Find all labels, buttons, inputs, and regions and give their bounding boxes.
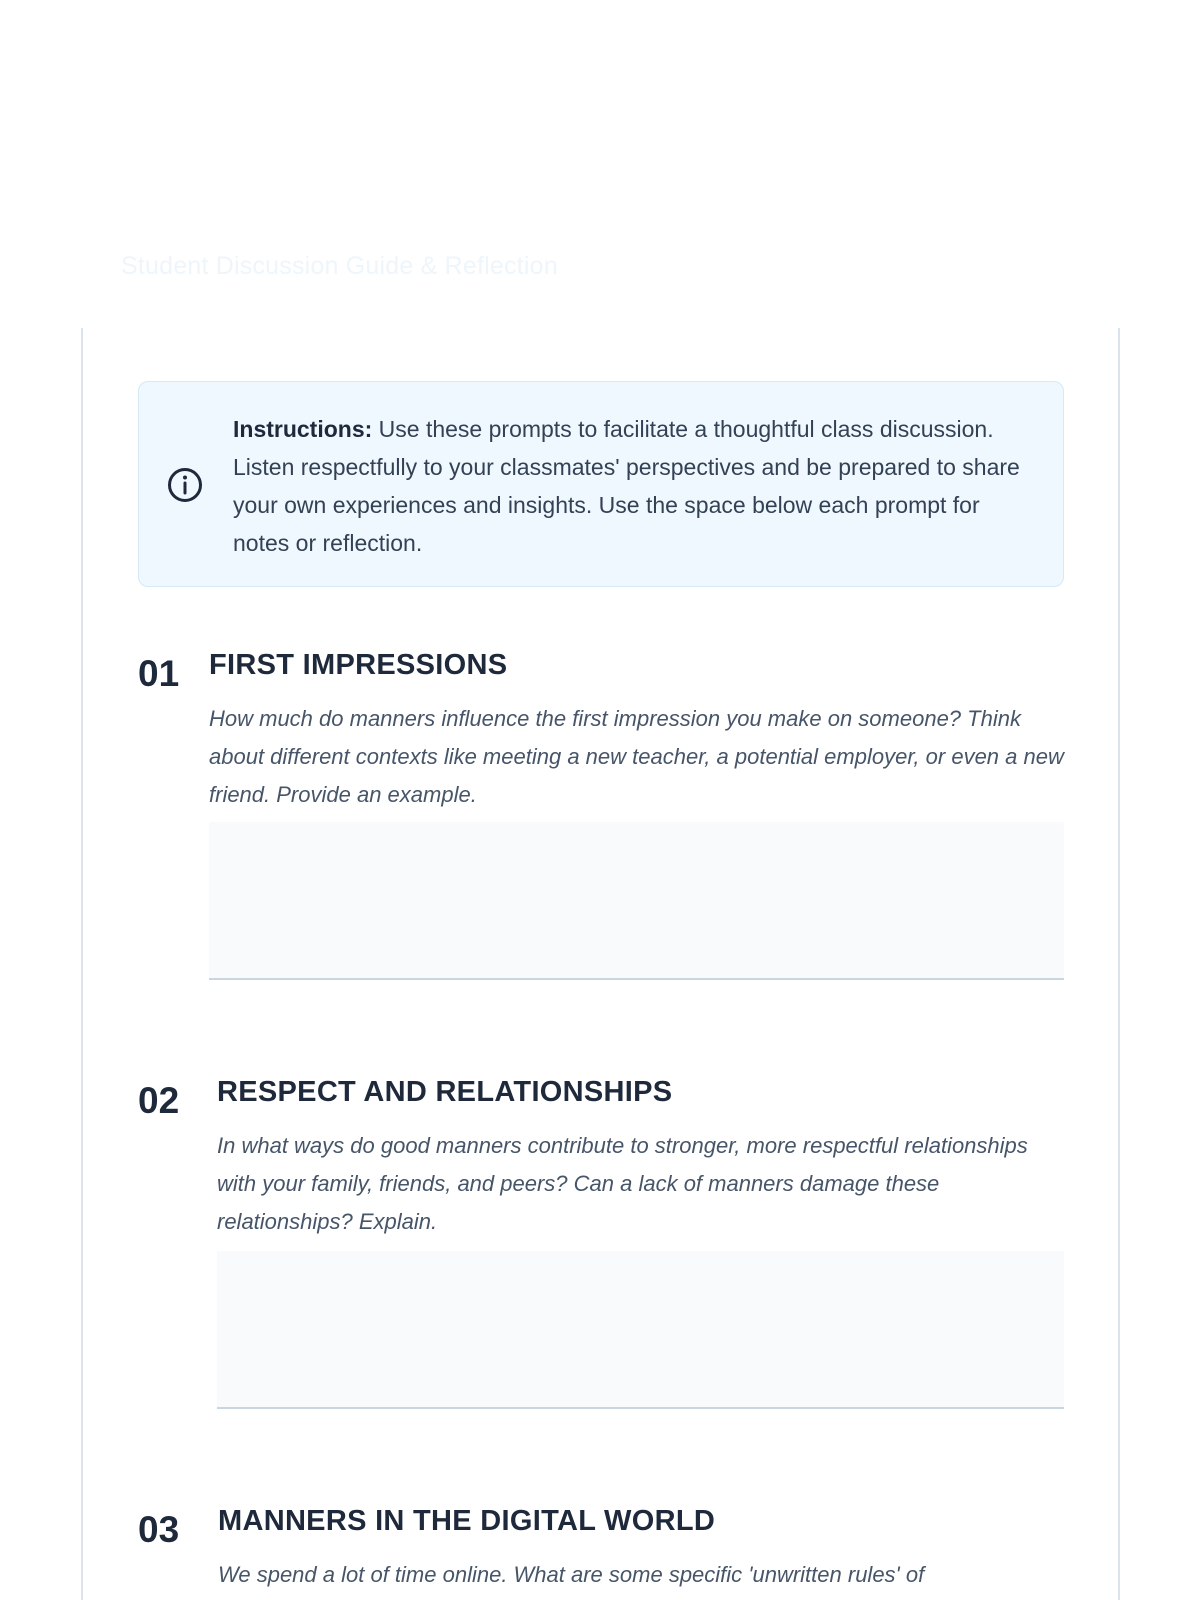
prompt-section-3 bbox=[138, 1503, 1064, 1600]
section-body bbox=[217, 1074, 1064, 1241]
discussion-card bbox=[81, 328, 1120, 1600]
instructions-label: Instructions: bbox=[233, 416, 373, 442]
info-circle-icon bbox=[167, 467, 203, 503]
notes-area[interactable] bbox=[209, 822, 1064, 980]
section-prompt: We spend a lot of time online. What are some specific 'unwritten rules' of bbox=[218, 1562, 925, 1587]
section-body bbox=[209, 647, 1064, 814]
instructions-text bbox=[233, 410, 1033, 562]
document-subtitle: Student Discussion Guide & Reflection bbox=[121, 252, 558, 280]
section-prompt: How much do manners influence the first impression you make on someone? Think about different contexts like meeting a new teacher, a potential employer, or even a new friend. Provide an example. bbox=[209, 706, 1064, 807]
section-number: 01 bbox=[138, 653, 180, 694]
section-number: 03 bbox=[138, 1509, 180, 1550]
instructions-body: Use these prompts to facilitate a thoughtful class discussion. Listen respectfully to your classmates' perspectives and be prepared to share your own experiences and insights. Use the space below each prompt for notes or reflection. bbox=[233, 416, 1020, 556]
section-title: FIRST IMPRESSIONS bbox=[209, 649, 508, 681]
prompt-section-1 bbox=[138, 647, 1064, 987]
section-title: MANNERS IN THE DIGITAL WORLD bbox=[218, 1505, 716, 1537]
instructions-callout bbox=[138, 381, 1064, 587]
section-number: 02 bbox=[138, 1080, 180, 1121]
document-header bbox=[0, 0, 1200, 328]
section-body bbox=[218, 1503, 1064, 1594]
notes-area[interactable] bbox=[217, 1251, 1064, 1409]
section-prompt: In what ways do good manners contribute to stronger, more respectful relationships with your family, friends, and peers? Can a lack of manners damage these relationships? Explain. bbox=[217, 1133, 1028, 1234]
section-title: RESPECT AND RELATIONSHIPS bbox=[217, 1076, 673, 1108]
prompt-section-2 bbox=[138, 1074, 1064, 1414]
